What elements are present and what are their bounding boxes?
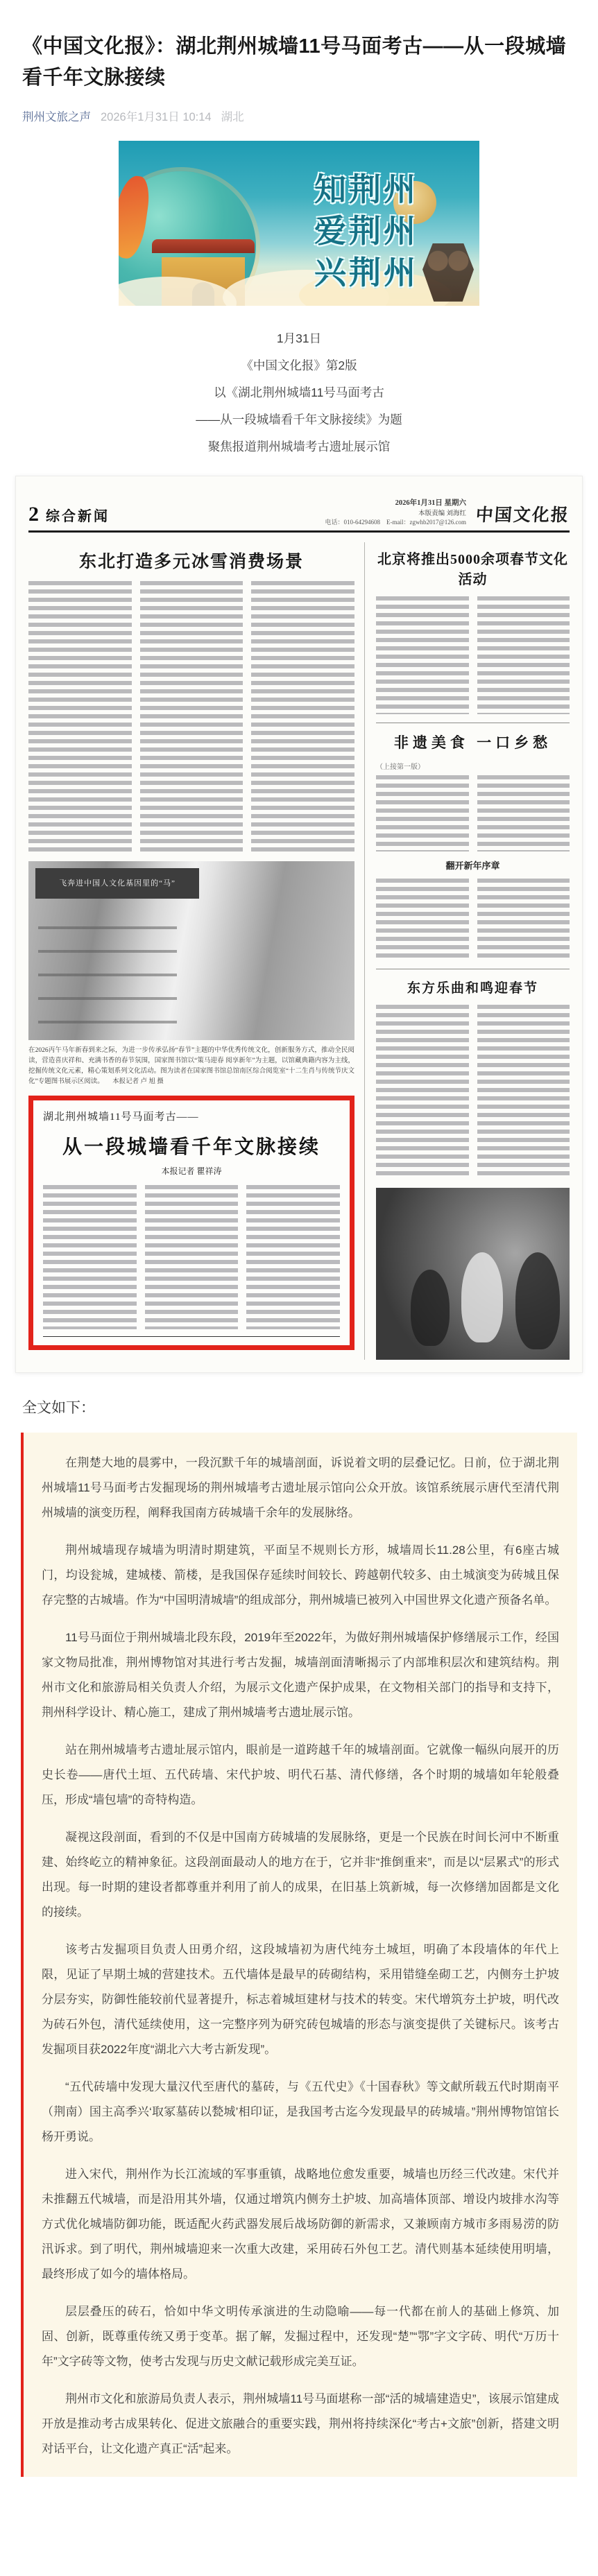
newspaper-header <box>28 497 570 533</box>
intro-line: ——从一段城墙看千年文脉接续》为题 <box>196 412 402 426</box>
musician-silhouette <box>461 1252 503 1342</box>
fulltext-paragraph: “五代砖墙中发现大量汉代至唐代的墓砖，与《五代史》《十国春秋》等文献所载五代时期南平（荆南）国主高季兴‘取冢墓砖以甃城’相印证，是我国考古迄今发现最早的砖城墙。”荆州博物馆馆长杨开勇说。 <box>42 2080 559 2143</box>
simulated-text-column <box>477 596 570 714</box>
slogan-line: 爱荆州 <box>314 212 418 249</box>
fulltext-paragraph: 层层叠压的砖石，恰如中华文明传承演进的生动隐喻——每一代都在前人的基础上修筑、加固、创新，既尊重传统又勇于变革。据了解，发掘过程中，还发现“楚”“鄂”字文字砖、明代“万历十年”文字砖等文物，使考古发现与历史文献记载形成完美互证。 <box>42 2304 559 2368</box>
fulltext-paragraph: 站在荆州城墙考古遗址展示馆内，眼前是一道跨越千年的城墙剖面。它就像一幅纵向展开的历史长卷——唐代土垣、五代砖墙、宋代护坡、明代石基、清代修缮，各个时期的城墙如年轮般叠压，形成“墙包墙”的奇特构造。 <box>42 1743 559 1806</box>
bookshelf-poster-text: 飞奔进中国人文化基因里的“马” <box>35 868 199 899</box>
newspaper-photo-bookshelf <box>28 861 354 1040</box>
simulated-text-column <box>28 581 132 853</box>
fulltext-paragraph: 该考古发掘项目负责人田勇介绍，这段城墙初为唐代纯夯土城垣，明确了本段墙体的年代上限，见证了早期土城的营建技术。五代墙体是最早的砖砌结构，采用错缝垒砌工艺，内侧夯土护坡分层夯实，防御性能较前代显著提升，标志着城垣建材与技术的转变。宋代增筑夯土护坡，明代改为砖石外包，清代延续使用，这一完整序列为研究砖包城墙的形态与演变提供了关键标尺。该考古发掘项目获2022年度“湖北六大考古新发现”。 <box>42 1942 559 2056</box>
publish-datetime: 2026年1月31日 10:14 <box>101 110 212 123</box>
headline-eastern-music: 东方乐曲和鸣迎春节 <box>407 980 538 996</box>
slogan-line: 兴荆州 <box>314 254 418 291</box>
newspaper-meta-lines <box>325 497 466 526</box>
account-name-link[interactable]: 荆州文旅之声 <box>22 110 91 123</box>
newspaper-section <box>28 503 110 526</box>
photo-caption <box>28 1046 354 1087</box>
simulated-text-column <box>477 879 570 960</box>
simulated-text-column <box>376 775 469 852</box>
simulated-text-columns <box>376 596 570 714</box>
fulltext-label: 全文如下： <box>22 1399 95 1416</box>
newspaper-page-image[interactable] <box>15 476 583 1373</box>
fulltext-paragraph: 在荆楚大地的晨雾中，一段沉默千年的城墙剖面，诉说着文明的层叠记忆。日前，位于湖北荆州城墙11号马面考古发掘现场的荆州城墙考古遗址展示馆向公众开放。该馆系统展示唐代至清代荆州城墙的演变历程，阐释我国南方砖城墙千余年的发展脉络。 <box>42 1455 559 1519</box>
article-meta <box>22 107 576 124</box>
simulated-text-column <box>140 581 244 853</box>
intro-line: 《中国文化报》第2版 <box>241 358 357 372</box>
newspaper-meta <box>325 497 570 526</box>
newspaper-body <box>28 542 570 1360</box>
subhead-new-year-chapter: 翻开新年序章 <box>445 860 500 871</box>
newspaper-photo-orchestra <box>376 1188 570 1360</box>
feature-kicker: 湖北荆州城墙11号马面考古—— <box>43 1111 199 1123</box>
headline-heritage-food: 非遗美食 一口乡愁 <box>393 734 552 751</box>
fulltext-paragraph: 荆州市文化和旅游局负责人表示，荆州城墙11号马面堪称一部“活的城墙建造史”，该展示馆建成开放是推动考古成果转化、促进文旅融合的重要实践，荆州将持续深化“考古+文旅”创新，搭建文明对话平台，让文化遗产真正“活”起来。 <box>42 2392 559 2455</box>
simulated-text-column <box>43 1185 137 1329</box>
simulated-text-column <box>376 596 469 714</box>
simulated-text-columns <box>376 879 570 960</box>
feature-byline: 本报记者 瞿祥涛 <box>161 1166 222 1176</box>
continued-from-front-note: （上接第一版） <box>376 763 425 771</box>
simulated-text-columns <box>376 775 570 852</box>
headline-ice-snow: 东北打造多元冰雪消费场景 <box>78 552 304 571</box>
newspaper-date: 2026年1月31日 星期六 <box>395 499 466 507</box>
article-header <box>0 0 598 124</box>
simulated-text-column <box>477 1005 570 1179</box>
newspaper-editor: 本版责编 刘海红 <box>418 510 466 517</box>
publish-location: 湖北 <box>221 110 244 123</box>
fulltext-body <box>21 1433 577 2477</box>
simulated-text-column <box>145 1185 239 1329</box>
page-title: 《中国文化报》：湖北荆州城墙11号马面考古——从一段城墙看千年文脉接续 <box>22 35 567 89</box>
feature-end-rule <box>43 1336 340 1337</box>
photo-credit: 本报记者 卢 旭 摄 <box>112 1078 164 1085</box>
photo-caption-text: 在2026丙午马年新春到来之际，为进一步传承弘扬“春节”主题的中华优秀传统文化，创新服务方式，推动全民阅读，营造喜庆祥和、充满书香的春节氛围，国家图书馆以“策马迎春 阅享新年”为主题，以馆藏典籍内容为主线，挖掘传统文化元素，精心策划系列文化活动。图为读者在国家图书馆总馆南区综合阅览室“十二生肖与传统节庆文化”专题图书展示区阅读。 <box>28 1046 354 1085</box>
simulated-text-columns <box>376 1005 570 1179</box>
intro-summary <box>0 325 598 460</box>
slogan-line: 知荆州 <box>314 171 418 207</box>
fulltext-paragraph: 荆州城墙现存城墙为明清时期建筑，平面呈不规则长方形，城墙周长11.28公里，有6座古城门，均设瓮城，建城楼、箭楼，是我国保存延续时间较长、跨越朝代较多、由土城演变为砖城且保存完整的古城墙。作为“中国明清城墙”的组成部分，荆州城墙已被列入中国世界文化遗产预备名单。 <box>42 1543 559 1607</box>
intro-line: 以《湖北荆州城墙11号马面考古 <box>214 385 384 399</box>
highlighted-feature-article <box>28 1096 354 1350</box>
simulated-text-columns <box>43 1185 340 1329</box>
musician-silhouette <box>515 1252 560 1349</box>
newspaper-contact: 电话：010-64294608 E-mail：zgwhb2017@126.com <box>325 518 466 526</box>
simulated-text-column <box>376 879 469 960</box>
simulated-text-column <box>246 1185 340 1329</box>
simulated-text-column <box>477 775 570 852</box>
banner-image[interactable] <box>119 141 479 306</box>
newspaper-section-name: 综合新闻 <box>46 508 110 524</box>
fulltext-paragraph: 凝视这段剖面，看到的不仅是中国南方砖城墙的发展脉络，更是一个民族在时间长河中不断重建、始终屹立的精神象征。这段剖面最动人的地方在于，它并非“推倒重来”，而是以“层累式”的形式出现。每一时期的建设者都尊重并利用了前人的成果，在旧基上筑新城，每一次修缮加固都是文化的接续。 <box>42 1830 559 1919</box>
newspaper-left-column <box>28 542 365 1360</box>
fulltext-paragraph: 11号马面位于荆州城墙北段东段，2019年至2022年，为做好荆州城墙保护修缮展示工作，经国家文物局批准，荆州博物馆对其进行考古发掘，城墙剖面清晰揭示了内部堆积层次和建筑结构。荆州市文化和旅游局相关负责人介绍，为展示文化遗产保护成果，在文物相关部门的指导和支持下，荆州科学设计、精心施工，建成了荆州城墙考古遗址展示馆。 <box>42 1630 559 1719</box>
bookshelf-shelves <box>38 926 177 1030</box>
musician-silhouette <box>411 1270 450 1346</box>
feature-title: 从一段城墙看千年文脉接续 <box>62 1136 321 1158</box>
banner-slogan <box>314 168 418 293</box>
newspaper-masthead: 中国文化报 <box>475 505 570 525</box>
newspaper-page-number: 2 <box>28 502 39 526</box>
newspaper-right-column <box>376 542 570 1360</box>
simulated-text-columns <box>28 581 354 853</box>
headline-beijing-events: 北京将推出5000余项春节文化活动 <box>377 551 568 587</box>
fulltext-paragraph: 进入宋代，荆州作为长江流域的军事重镇，战略地位愈发重要，城墙也历经三代改建。宋代并未推翻五代城墙，而是沿用其外墙，仅通过增筑内侧夯土护坡、加高墙体顶部、增设内坡排水沟等方式优化城墙防御功能，既适配火药武器发展后战场防御的新需求，又兼顾南方城市多雨易涝的防汛诉求。到了明代，荆州城墙迎来一次重大改建，采用砖石外包工艺。清代则基本延续使用明墙，最终形成了如今的墙体格局。 <box>42 2167 559 2281</box>
simulated-text-column <box>251 581 354 853</box>
simulated-text-column <box>376 1005 469 1179</box>
intro-line: 1月31日 <box>276 331 322 345</box>
intro-line: 聚焦报道荆州城墙考古遗址展示馆 <box>207 439 391 453</box>
